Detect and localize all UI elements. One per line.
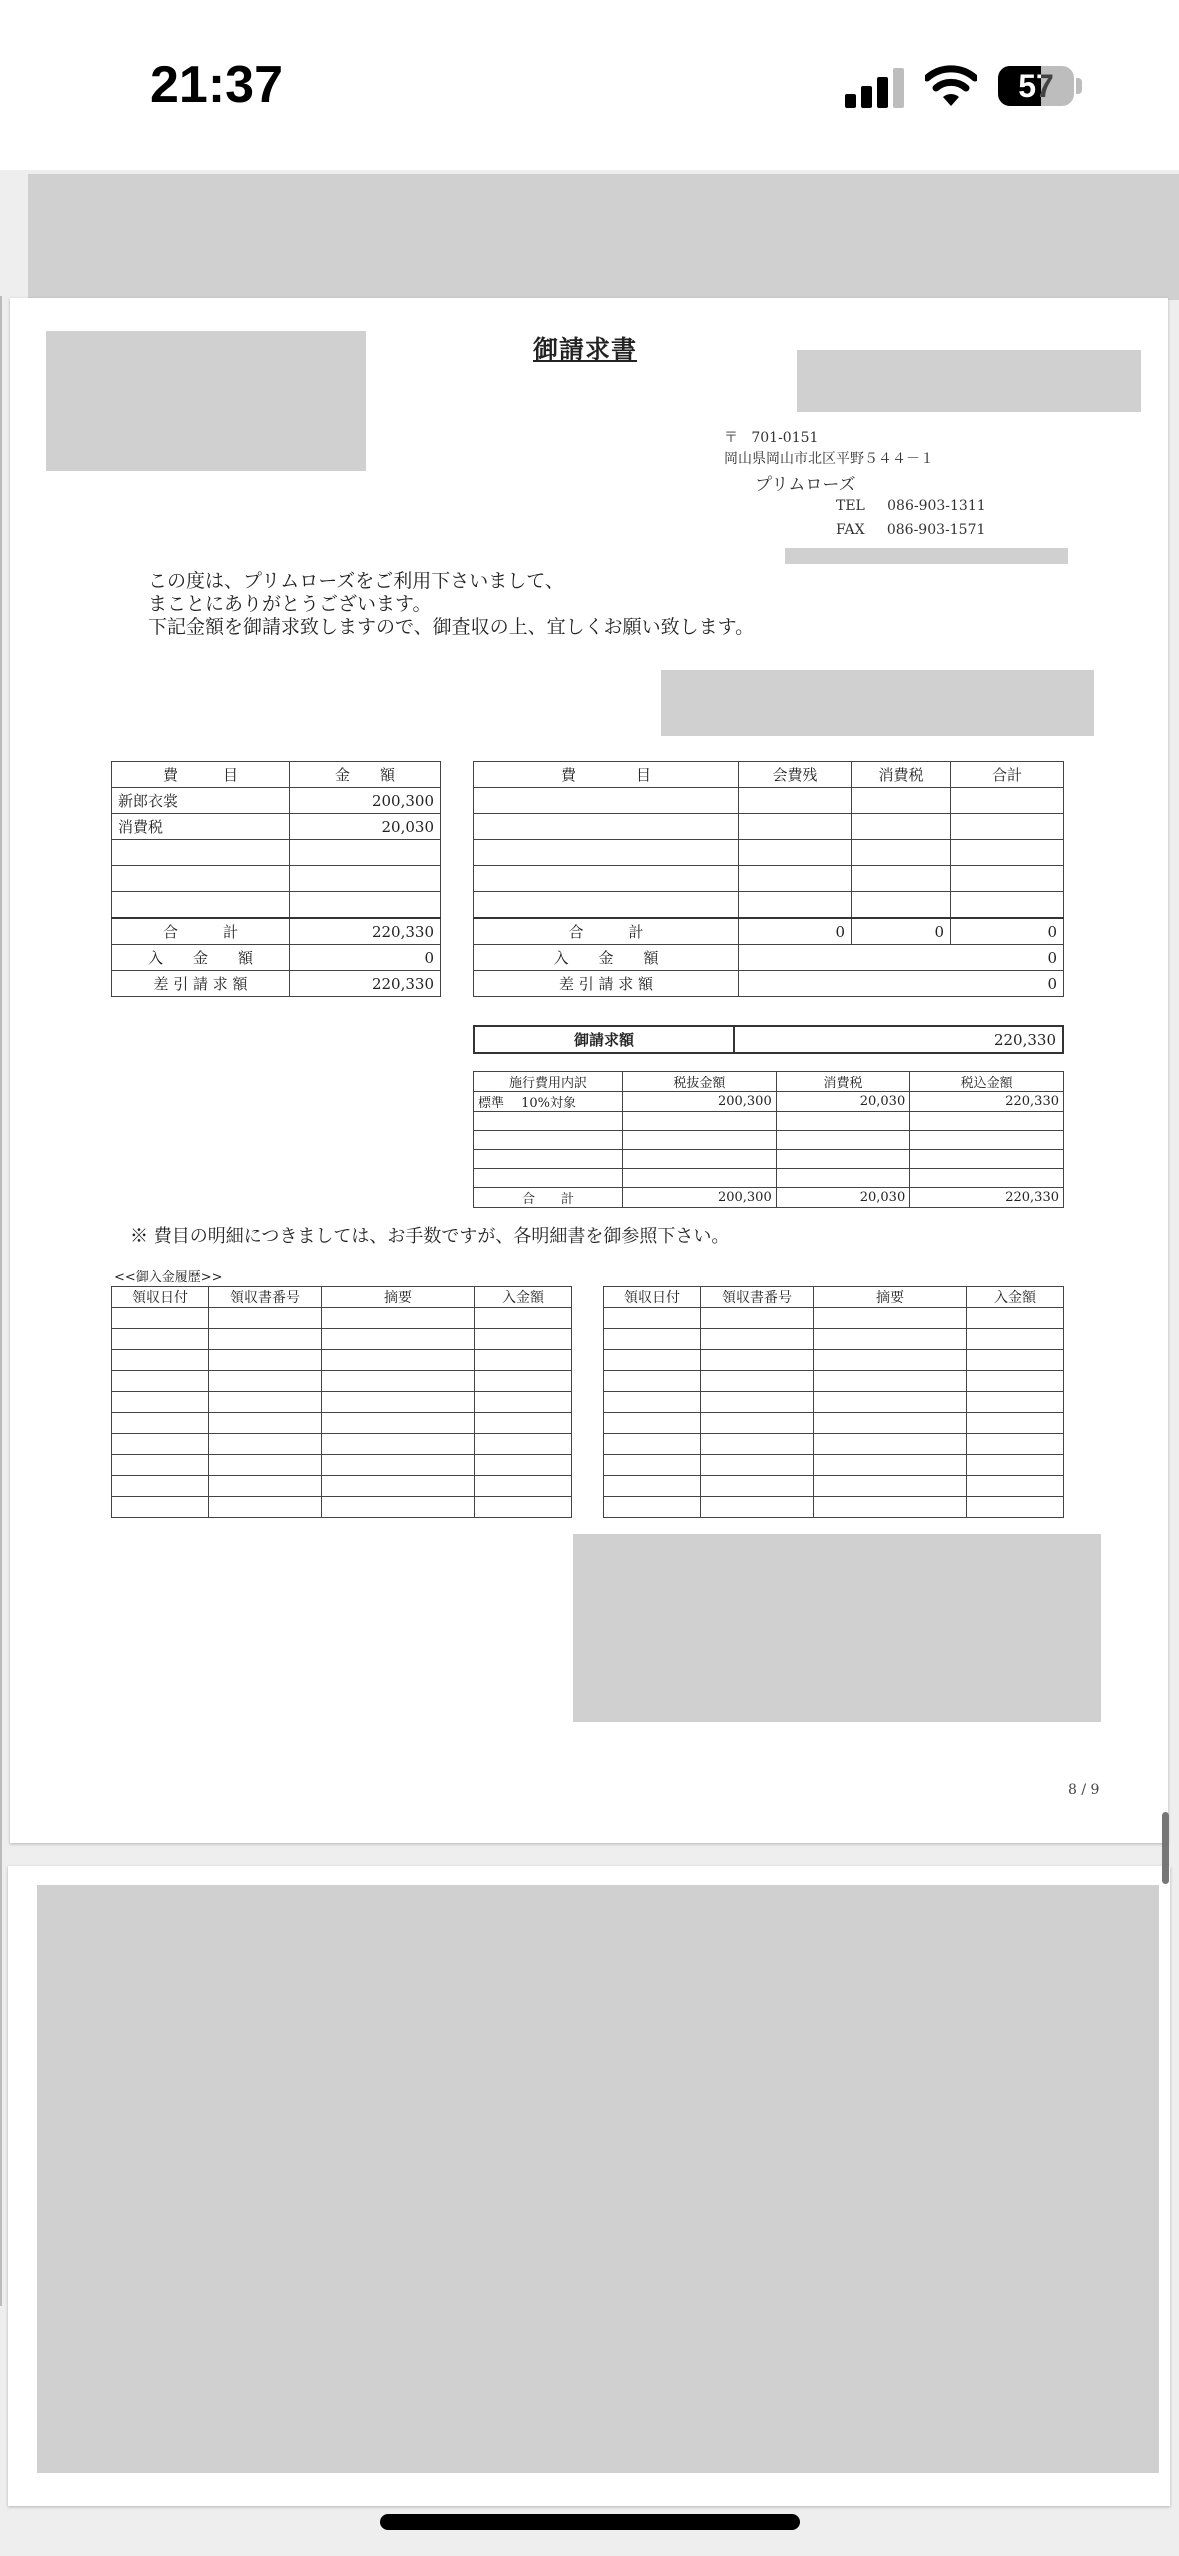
amount-cell: 200,300 — [290, 788, 441, 814]
history-cell — [475, 1392, 572, 1413]
greeting-line-3: 下記金額を御請求致しますので、御査収の上、宜しくお願い致します。 — [148, 616, 755, 638]
deposit-row — [474, 945, 1064, 971]
history-cell — [967, 1329, 1064, 1350]
table-row — [112, 866, 441, 892]
table-row — [474, 1092, 1064, 1112]
history-cell — [112, 1392, 209, 1413]
deposit-label: 入 金 額 — [474, 945, 739, 971]
history-cell — [475, 1308, 572, 1329]
item-cell — [112, 866, 290, 892]
greeting-line-2: まことにありがとうございます。 — [148, 593, 432, 615]
history-cell — [112, 1371, 209, 1392]
history-cell — [209, 1434, 322, 1455]
tax-cell: 20,030 — [776, 1092, 910, 1112]
tax-cell — [776, 1150, 910, 1169]
right-summary-table — [473, 761, 1064, 997]
document-title: 御請求書 — [533, 335, 638, 364]
history-cell — [322, 1497, 475, 1518]
cellular-signal-icon — [845, 66, 907, 108]
history-cell — [475, 1497, 572, 1518]
header-pretax: 税抜金額 — [623, 1072, 777, 1092]
total-cell — [951, 788, 1064, 814]
page-number: 8 / 9 — [1068, 1782, 1100, 1798]
history-cell — [967, 1497, 1064, 1518]
table-row — [604, 1329, 1064, 1350]
header-summary: 摘要 — [814, 1287, 967, 1308]
fee-cell — [739, 840, 852, 866]
total-value: 220,330 — [290, 918, 441, 945]
history-cell — [604, 1329, 701, 1350]
history-cell — [112, 1350, 209, 1371]
page-left-edge — [0, 296, 2, 2306]
balance-row — [112, 971, 441, 997]
fee-cell — [739, 788, 852, 814]
table-row — [112, 1476, 572, 1497]
history-cell — [967, 1413, 1064, 1434]
sender-tel — [836, 498, 986, 514]
header-breakdown: 施行費用内訳 — [474, 1072, 623, 1092]
table-row — [474, 788, 1064, 814]
sender-address: 岡山県岡山市北区平野５４４－１ — [724, 451, 934, 467]
taxincluded-cell — [910, 1112, 1064, 1131]
redacted-date-block — [797, 350, 1141, 412]
history-cell — [112, 1308, 209, 1329]
deposit-label: 入 金 額 — [112, 945, 290, 971]
payment-history-table-left — [111, 1286, 572, 1518]
tax-cell — [776, 1131, 910, 1150]
history-cell — [209, 1371, 322, 1392]
tax-breakdown-table — [473, 1071, 1064, 1208]
history-cell — [967, 1434, 1064, 1455]
fax-label: FAX — [836, 522, 865, 538]
postal-code: 701-0151 — [751, 430, 819, 446]
scrollbar-thumb[interactable] — [1162, 1812, 1169, 1884]
table-row — [112, 840, 441, 866]
header-receipt-date: 領収日付 — [604, 1287, 701, 1308]
tax-cell — [852, 866, 951, 892]
history-cell — [475, 1476, 572, 1497]
item-cell — [474, 814, 739, 840]
history-cell — [112, 1455, 209, 1476]
total-row — [474, 918, 1064, 945]
history-cell — [701, 1434, 814, 1455]
breakdown-total-label: 合 計 — [474, 1188, 623, 1208]
total-tax: 0 — [852, 918, 951, 945]
table-row — [112, 1455, 572, 1476]
table-row — [112, 1350, 572, 1371]
taxincluded-cell — [910, 1169, 1064, 1188]
table-row — [474, 866, 1064, 892]
history-cell — [967, 1455, 1064, 1476]
postal-mark: 〒 — [724, 430, 738, 446]
history-cell — [701, 1308, 814, 1329]
history-cell — [604, 1434, 701, 1455]
history-cell — [112, 1329, 209, 1350]
balance-label: 差 引 請 求 額 — [474, 971, 739, 997]
history-cell — [814, 1392, 967, 1413]
header-item: 費 目 — [112, 762, 290, 788]
table-row — [474, 840, 1064, 866]
pretax-cell — [623, 1112, 777, 1131]
history-cell — [814, 1350, 967, 1371]
amount-cell — [290, 866, 441, 892]
history-cell — [322, 1350, 475, 1371]
history-cell — [814, 1455, 967, 1476]
tel-number: 086-903-1311 — [887, 498, 986, 514]
history-cell — [604, 1497, 701, 1518]
history-cell — [701, 1329, 814, 1350]
table-row — [112, 1413, 572, 1434]
table-row — [474, 814, 1064, 840]
header-payment-amount: 入金額 — [475, 1287, 572, 1308]
history-cell — [112, 1497, 209, 1518]
history-cell — [209, 1413, 322, 1434]
wifi-icon — [925, 62, 977, 108]
balance-row — [474, 971, 1064, 997]
table-row — [604, 1476, 1064, 1497]
table-row — [474, 1150, 1064, 1169]
header-summary: 摘要 — [322, 1287, 475, 1308]
tax-cell — [852, 788, 951, 814]
redacted-seal-line — [785, 548, 1068, 564]
history-cell — [322, 1434, 475, 1455]
history-cell — [209, 1329, 322, 1350]
history-cell — [814, 1329, 967, 1350]
history-cell — [701, 1455, 814, 1476]
history-cell — [322, 1308, 475, 1329]
table-row — [474, 1131, 1064, 1150]
header-receipt-number: 領収書番号 — [209, 1287, 322, 1308]
total-row — [474, 1188, 1064, 1208]
table-row — [604, 1455, 1064, 1476]
item-cell — [474, 788, 739, 814]
redacted-bottom-block — [573, 1534, 1101, 1722]
history-cell — [475, 1413, 572, 1434]
redacted-recipient-block — [46, 331, 366, 471]
item-cell — [474, 892, 739, 919]
history-cell — [322, 1413, 475, 1434]
history-cell — [701, 1371, 814, 1392]
total-cell — [951, 866, 1064, 892]
fax-number: 086-903-1571 — [886, 522, 986, 538]
history-cell — [814, 1476, 967, 1497]
sender-fax — [836, 522, 985, 538]
tax-cell — [852, 840, 951, 866]
table-row — [604, 1497, 1064, 1518]
history-cell — [475, 1371, 572, 1392]
table-row — [112, 892, 441, 919]
total-cell — [951, 840, 1064, 866]
tel-label: TEL — [836, 498, 865, 514]
table-row — [604, 1413, 1064, 1434]
header-amount: 金 額 — [290, 762, 441, 788]
detail-note: ※ 費目の明細につきましては、お手数ですが、各明細書を御参照下さい。 — [130, 1226, 730, 1247]
history-cell — [701, 1413, 814, 1434]
taxincluded-cell — [910, 1150, 1064, 1169]
item-cell — [474, 840, 739, 866]
history-cell — [209, 1497, 322, 1518]
history-cell — [209, 1350, 322, 1371]
battery-tip — [1076, 78, 1082, 94]
breakdown-cell — [474, 1131, 623, 1150]
breakdown-cell — [474, 1150, 623, 1169]
history-cell — [814, 1497, 967, 1518]
history-cell — [814, 1371, 967, 1392]
history-cell — [322, 1455, 475, 1476]
tax-cell — [852, 892, 951, 919]
item-cell: 消費税 — [112, 814, 290, 840]
payment-history-table-right — [603, 1286, 1064, 1518]
header-item: 費 目 — [474, 762, 739, 788]
deposit-value: 0 — [739, 945, 1064, 971]
table-row — [112, 1434, 572, 1455]
table-row — [604, 1371, 1064, 1392]
history-cell — [701, 1392, 814, 1413]
header-receipt-date: 領収日付 — [112, 1287, 209, 1308]
table-row — [474, 892, 1064, 919]
history-cell — [322, 1476, 475, 1497]
sender-name: プリムローズ — [755, 475, 856, 495]
breakdown-cell — [474, 1112, 623, 1131]
history-cell — [209, 1476, 322, 1497]
postal-code-line — [724, 427, 818, 447]
history-cell — [814, 1308, 967, 1329]
tax-cell — [776, 1112, 910, 1131]
history-cell — [967, 1308, 1064, 1329]
header-payment-amount: 入金額 — [967, 1287, 1064, 1308]
deposit-row — [112, 945, 441, 971]
redacted-amount-block — [661, 670, 1094, 736]
header-remaining-fee: 会費残 — [739, 762, 852, 788]
pretax-cell — [623, 1131, 777, 1150]
balance-value: 220,330 — [290, 971, 441, 997]
history-cell — [967, 1371, 1064, 1392]
total-label: 合 計 — [112, 918, 290, 945]
history-cell — [112, 1413, 209, 1434]
amount-cell — [290, 892, 441, 919]
table-row — [604, 1434, 1064, 1455]
home-indicator[interactable] — [380, 2514, 800, 2530]
history-cell — [209, 1392, 322, 1413]
table-row — [474, 1112, 1064, 1131]
amount-cell: 20,030 — [290, 814, 441, 840]
history-cell — [322, 1392, 475, 1413]
history-cell — [814, 1413, 967, 1434]
history-cell — [475, 1455, 572, 1476]
history-cell — [475, 1350, 572, 1371]
table-row — [112, 1371, 572, 1392]
tax-cell — [852, 814, 951, 840]
breakdown-cell — [474, 1169, 623, 1188]
header-receipt-number: 領収書番号 — [701, 1287, 814, 1308]
taxincluded-cell: 220,330 — [910, 1092, 1064, 1112]
status-time: 21:37 — [150, 56, 283, 114]
history-cell — [209, 1455, 322, 1476]
balance-value: 0 — [739, 971, 1064, 997]
table-row — [604, 1350, 1064, 1371]
total-row — [112, 918, 441, 945]
table-row — [112, 1392, 572, 1413]
history-cell — [604, 1413, 701, 1434]
history-cell — [604, 1455, 701, 1476]
fee-cell — [739, 866, 852, 892]
payment-history-label: <<御入金履歴>> — [114, 1270, 223, 1285]
header-tax: 消費税 — [776, 1072, 910, 1092]
breakdown-total-tax: 20,030 — [776, 1188, 910, 1208]
total-sum: 0 — [951, 918, 1064, 945]
history-cell — [604, 1308, 701, 1329]
history-cell — [701, 1497, 814, 1518]
item-cell: 新郎衣裳 — [112, 788, 290, 814]
total-label: 合 計 — [474, 918, 739, 945]
history-cell — [112, 1434, 209, 1455]
history-cell — [604, 1392, 701, 1413]
history-cell — [701, 1476, 814, 1497]
table-row — [112, 814, 441, 840]
history-cell — [322, 1371, 475, 1392]
total-fee: 0 — [739, 918, 852, 945]
table-row — [604, 1308, 1064, 1329]
fee-cell — [739, 892, 852, 919]
invoice-total-value: 220,330 — [734, 1026, 1063, 1053]
battery-percent: 57 — [1018, 68, 1054, 104]
table-row — [604, 1392, 1064, 1413]
greeting-line-1: この度は、プリムローズをご利用下さいまして、 — [148, 570, 564, 592]
history-cell — [209, 1308, 322, 1329]
tax-cell — [776, 1169, 910, 1188]
left-summary-table — [111, 761, 441, 997]
item-cell — [474, 866, 739, 892]
history-cell — [604, 1350, 701, 1371]
table-row — [112, 1329, 572, 1350]
history-cell — [604, 1371, 701, 1392]
balance-label: 差 引 請 求 額 — [112, 971, 290, 997]
header-taxincluded: 税込金額 — [910, 1072, 1064, 1092]
total-cell — [951, 892, 1064, 919]
history-cell — [967, 1392, 1064, 1413]
breakdown-cell: 標準 10%対象 — [474, 1092, 623, 1112]
history-cell — [322, 1329, 475, 1350]
breakdown-total-pretax: 200,300 — [623, 1188, 777, 1208]
history-cell — [112, 1476, 209, 1497]
battery-icon — [998, 66, 1074, 106]
table-row — [112, 788, 441, 814]
pretax-cell: 200,300 — [623, 1092, 777, 1112]
header-tax: 消費税 — [852, 762, 951, 788]
header-total: 合計 — [951, 762, 1064, 788]
history-cell — [814, 1434, 967, 1455]
fee-cell — [739, 814, 852, 840]
invoice-total-label: 御請求額 — [474, 1026, 734, 1053]
redacted-next-page-content — [37, 1885, 1159, 2473]
deposit-value: 0 — [290, 945, 441, 971]
pretax-cell — [623, 1150, 777, 1169]
history-cell — [604, 1476, 701, 1497]
pretax-cell — [623, 1169, 777, 1188]
table-row — [474, 1169, 1064, 1188]
history-cell — [475, 1329, 572, 1350]
history-cell — [701, 1350, 814, 1371]
total-cell — [951, 814, 1064, 840]
redacted-header-block — [28, 174, 1179, 300]
table-row — [112, 1308, 572, 1329]
status-bar — [0, 0, 1179, 170]
item-cell — [112, 892, 290, 919]
amount-cell — [290, 840, 441, 866]
breakdown-total-taxincluded: 220,330 — [910, 1188, 1064, 1208]
taxincluded-cell — [910, 1131, 1064, 1150]
table-row — [112, 1497, 572, 1518]
history-cell — [475, 1434, 572, 1455]
history-cell — [967, 1350, 1064, 1371]
invoice-total-table — [473, 1025, 1064, 1054]
history-cell — [967, 1476, 1064, 1497]
item-cell — [112, 840, 290, 866]
